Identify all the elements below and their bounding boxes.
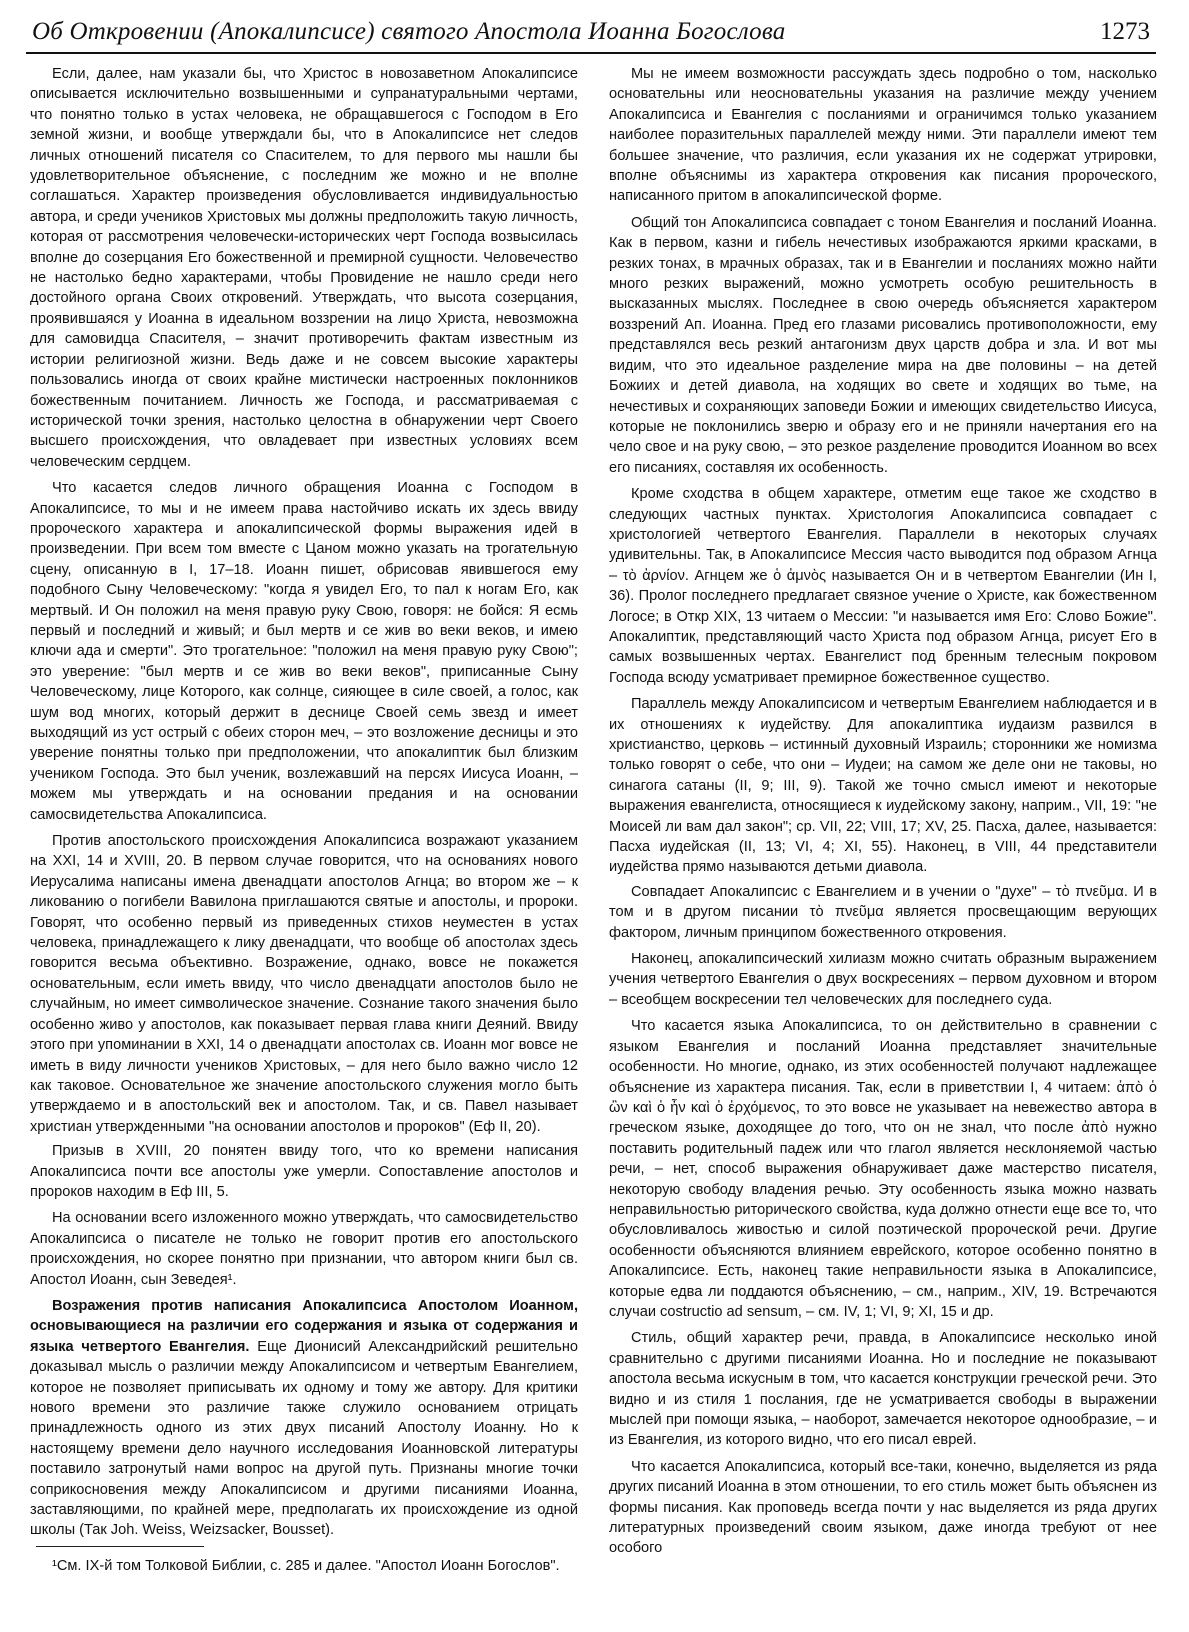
footnote-divider	[36, 1546, 204, 1547]
paragraph: Что касается следов личного обращения Иоанна с Господом в Апокалипсисе, то мы и не имеем права настойчиво искать их здесь ввиду пророческого характера и апокалипсической формы выражения идей в произведении. При всем том вместе с Цаном можно указать на трогательную сцену, описанную в I, 17–18. Иоанн пишет, обрисовав явившегося ему подобного Сыну Человеческому: "когда я увидел Его, то пал к ногам Его, как мертвый. И Он положил на меня правую руку Свою, говоря: не бойся: Я есмь первый и последний и живый; и был мертв и се жив во веки веков, и имею ключи ада и смерти". Это трогательное: "положил на меня правую руку Свою"; это уверение: "был мертв и се жив во веки веков", приписанные Сыну Человеческому, лице Которого, как солнце, сияющее в силе своей, а голос, как шум вод многих, который держит в деснице Своей семь звезд и имеет выходящий из уст острый с обеих сторон меч, – это возложение десницы и это уверение понятны только при предположении, что апокалиптик был близким учеником Господа. Это был ученик, возлежавший на персях Иисуса Иоанн, – можем мы утверждать и на основании предания и на основании самосвидетельства Апокалипсиса.	[30, 480, 578, 823]
left-column	[30, 64, 578, 1539]
paragraph: Мы не имеем возможности рассуждать здесь подробно о том, насколько основательны или неосновательны указания на различие между учением Апокалипсиса и Евангелия с посланиями и ограничимся только указанием наиболее поразительных параллелей между ними. Эти параллели имеют тем большее значение, что различия, если указания их не содержат утрировки, вполне объяснимы из характера откровения как писания пророческого, написанного притом в апокалипсической форме.	[609, 66, 1157, 205]
paragraph: Совпадает Апокалипсис с Евангелием и в учении о "духе" – τὸ πνεῦμα. И в том и в другом писании τὸ πνεῦμα является просвещающим верующих фактором, личным принципом божественного откровения.	[609, 883, 1157, 941]
footnote: ¹См. IX-й том Толковой Библии, с. 285 и далее. "Апостол Иоанн Богослов".	[52, 1558, 560, 1574]
paragraph: Призыв в XVIII, 20 понятен ввиду того, что ко времени написания Апокалипсиса почти все апостолы уже умерли. Сопоставление апостолов и пророков находим в Еф III, 5.	[30, 1143, 578, 1200]
right-column	[609, 64, 1157, 1557]
running-head: Об Откровении (Апокалипсисе) святого Апостола Иоанна Богослова	[32, 18, 786, 45]
page-number: 1273	[1100, 18, 1150, 45]
paragraph: Параллель между Апокалипсисом и четвертым Евангелием наблюдается и в их отношениях к иудейству. Для апокалиптика иудаизм развился в христианство, церковь – истинный духовный Израиль; сторонники же номизма только говорят о себе, что они – Иудеи; на самом же деле они не таковы, но синагога сатаны (II, 9; III, 9). Такой же точно смысл имеют и некоторые выражения евангелиста, относящиеся к иудейскому закону, наприм., VII, 19: "не Моисей ли вам дал закон"; ср. VII, 22; VIII, 17; XV, 25. Пасха, далее, называется: Пасха иудейская (II, 13; VI, 4; XI, 55). Наконец, в VIII, 44 представители иудейства прямо называются детьми диавола.	[609, 696, 1157, 876]
paragraph: Стиль, общий характер речи, правда, в Апокалипсисе несколько иной сравнительно с другими писаниями Иоанна. Но и последние не показывают апостола весьма искусным в том, что касается конструкции греческой речи. Это видно и из стиля 1 послания, где не усматривается свободы в выражении мыслей при помощи языка, – наоборот, замечается некоторое однообразие, – и из Евангелия, из которого видно, что его писал еврей.	[609, 1330, 1157, 1449]
paragraph: Общий тон Апокалипсиса совпадает с тоном Евангелия и посланий Иоанна. Как в первом, казни и гибель нечестивых изображаются яркими красками, в резких тонах, в мрачных образах, так и в Евангелии и посланиях можно найти много резких выражений, можно усмотреть особую решительность в высказанных мыслях. Последнее в свою очередь объясняется характером воззрений Ап. Иоанна. Пред его глазами рисовались противоположности, ему представлялся весь резкий антагонизм двух царств добра и зла. И вот мы видим, что это идеальное разделение мира на две половины – на детей Божиих и детей диавола, на ходящих во свете и ходящих во тьме, на нечестивых и сохраняющих заповеди Божии и имеющих свидетельство Иисуса, которые не поклонились зверю и образу его и не приняли начертания его на чело свое и на руку свою, – это резкое разделение проводится Иоанном во всех его писаниях, составляя их особенность.	[609, 214, 1157, 476]
paragraph: Наконец, апокалипсический хилиазм можно считать образным выражением учения четвертого Евангелия о двух воскресениях – первом духовном и втором – всеобщем воскресении тел человеческих для последнего суда.	[609, 951, 1157, 1008]
section-paragraph	[30, 1296, 578, 1541]
paragraph: Что касается языка Апокалипсиса, то он действительно в сравнении с языком Евангелия и посланий Иоанна представляет значительные особенности. Но многие, однако, из этих особенностей получают надлежащее объяснение из характера писания. Так, если в приветствии I, 4 читаем: ἀπὸ ὁ ὢν καὶ ὁ ἦν καὶ ὁ ἐρχόμενος, то это вовсе не указывает на невежество автора в греческом языке, доходящее до того, что он не знал, что после ἀπὸ нужно поставить родительный падеж или что глагол является несклоняемой частью речи, – нет, способ выражения обнаруживает даже мастерство писателя, некоторую свободу владения речью. Эту особенность языка можно назвать неправильностью риторического свойства, куда должно отнести еще все то, что обусловливалось живостью и силой поэтической пророческой речи. Другие особенности объясняются влиянием еврейского, которое особенно понятно в Апокалипсисе. Есть, наконец такие неправильности языка в Апокалипсисе, которые едва ли поддаются объяснению, – см., наприм., XIV, 19. Встречаются случаи costructio ad sensum, – см. IV, 1; VI, 9; XI, 15 и др.	[609, 1018, 1157, 1320]
page-header	[26, 16, 1156, 54]
paragraph: Кроме сходства в общем характере, отметим еще такое же сходство в следующих частных пунктах. Христология Апокалипсиса совпадает с христологией четвертого Евангелия. Параллели в некоторых случаях удивительны. Так, в Апокалипсисе Мессия часто выводится под образом Агнца – τὸ ἀρνίον. Агнцем же ὁ ἀμνὸς называется Он и в четвертом Евангелии (Ин I, 36). Пролог последнего предлагает связное учение о Христе, как божественном Логосе; в Откр XIX, 13 читаем о Мессии: "и называется имя Его: Слово Божие". Апокалиптик, представляющий часто Христа под образом Агнца, рисует Его в самых возвышенных чертах. Евангелист под бренным телесным покровом Господа всюду усматривает премирное божественное существо.	[609, 486, 1157, 686]
paragraph: Что касается Апокалипсиса, который все-таки, конечно, выделяется из ряда других писаний Иоанна в этом отношении, то его стиль может быть объяснен из формы писания. Как проповедь всегда почти у нас выделяется из ряда других литературных произведений своим языком, даже иногда требуют от нее особого	[609, 1458, 1157, 1557]
section-heading: Возражения против написания Апокалипсиса Апостолом Иоанном, основывающиеся на различии его содержания и языка от содержания и языка четвертого Евангелия.	[30, 1297, 578, 1355]
paragraph: Если, далее, нам указали бы, что Христос в новозаветном Апокалипсисе описывается исключительно возвышенными и супранатуральными чертами, что понятно только в устах человека, не обращавшегося с Господом в Его земной жизни, и вообще утверждали бы, что в Апокалипсисе нет следов личных отношений писателя со Спасителем, то для первого мы нашли бы удовлетворительное объяснение, с последним же можно и не вполне соглашаться. Характер произведения обусловливается индивидуальностью автора, и среди учеников Христовых мы должны предположить такую личность, которая от рассмотрения человечески-исторических черт Господа возвысилась вполне до созерцания Его божественной и премирной сущности. Человечество не настолько бедно характерами, чтобы Провидение не нашло среди него достойного органа Своих откровений. Утверждать, что высота созерцания, проявившаяся у Иоанна в идеальном воззрении на лицо Христа, невозможна для самовидца Спасителя, – значит противоречить фактам известным из истории религиозной жизни. Ведь даже и не совсем высокие характеры пользовались иногда от своих крайне мистически настроенных поклонников божественным почитанием. Личность же Господа, и рассматриваемая с исторической точки зрения, настолько целостна в обнаружении черт Своего высшего происхождения, что овладевает при известных условиях всем человеческим сердцем.	[30, 66, 578, 470]
section-text: Еще Дионисий Александрийский решительно доказывал мысль о различии между Апокалипсисом и четвертым Евангелием, которое не позволяет приписывать их одному и тому же автору. Для критики нового времени это различие также служило основанием отрицать принадлежность одного из этих двух писаний Апостолу Иоанну. Но к настоящему времени дело научного исследования Иоанновской литературы поставило затронутый нами вопрос на другой путь. Признаны многие точки соприкосновения между Апокалипсисом и другими писаниями Иоанна, заставляющими, по крайней мере, предполагать их происхождение из одной школы (Так Joh. Weiss, Weizsacker, Bousset).	[30, 1338, 578, 1539]
paragraph: На основании всего изложенного можно утверждать, что самосвидетельство Апокалипсиса о писателе не только не говорит против его апостольского происхождения, но скорее понятно при признании, что автором книги был св. Апостол Иоанн, сын Зеведея¹.	[30, 1210, 578, 1288]
paragraph: Против апостольского происхождения Апокалипсиса возражают указанием на XXI, 14 и XVIII, 20. В первом случае говорится, что на основаниях нового Иерусалима написаны имена двенадцати апостолов Агнца; во втором же – к ликованию о погибели Вавилона приглашаются святые и апостолы, и пророки. Говорят, что особенно первый из приведенных стихов неуместен в устах человека, принадлежащего к лику двенадцати, что вообще об апостолах здесь говорится весьма объективно. Возражение, однако, вовсе не покажется основательным, если иметь ввиду, что число двенадцати апостолов было не случайным, но имеет символическое значение. Сознание такого значения было особенно живо у апостолов, как показывает первая глава книги Деяний. Ввиду этого при упоминании в XXI, 14 о двенадцати апостолах св. Иоанн мог вовсе не иметь в виду личности учеников Христовых, – для него было важно число 12 как таковое. Основательное же значение апостольского служения могло быть утверждаемо и в апостольский век и апостолом. Так, и св. Павел называет христиан утвержденными "на основании апостолов и пророков" (Еф II, 20).	[30, 833, 578, 1135]
